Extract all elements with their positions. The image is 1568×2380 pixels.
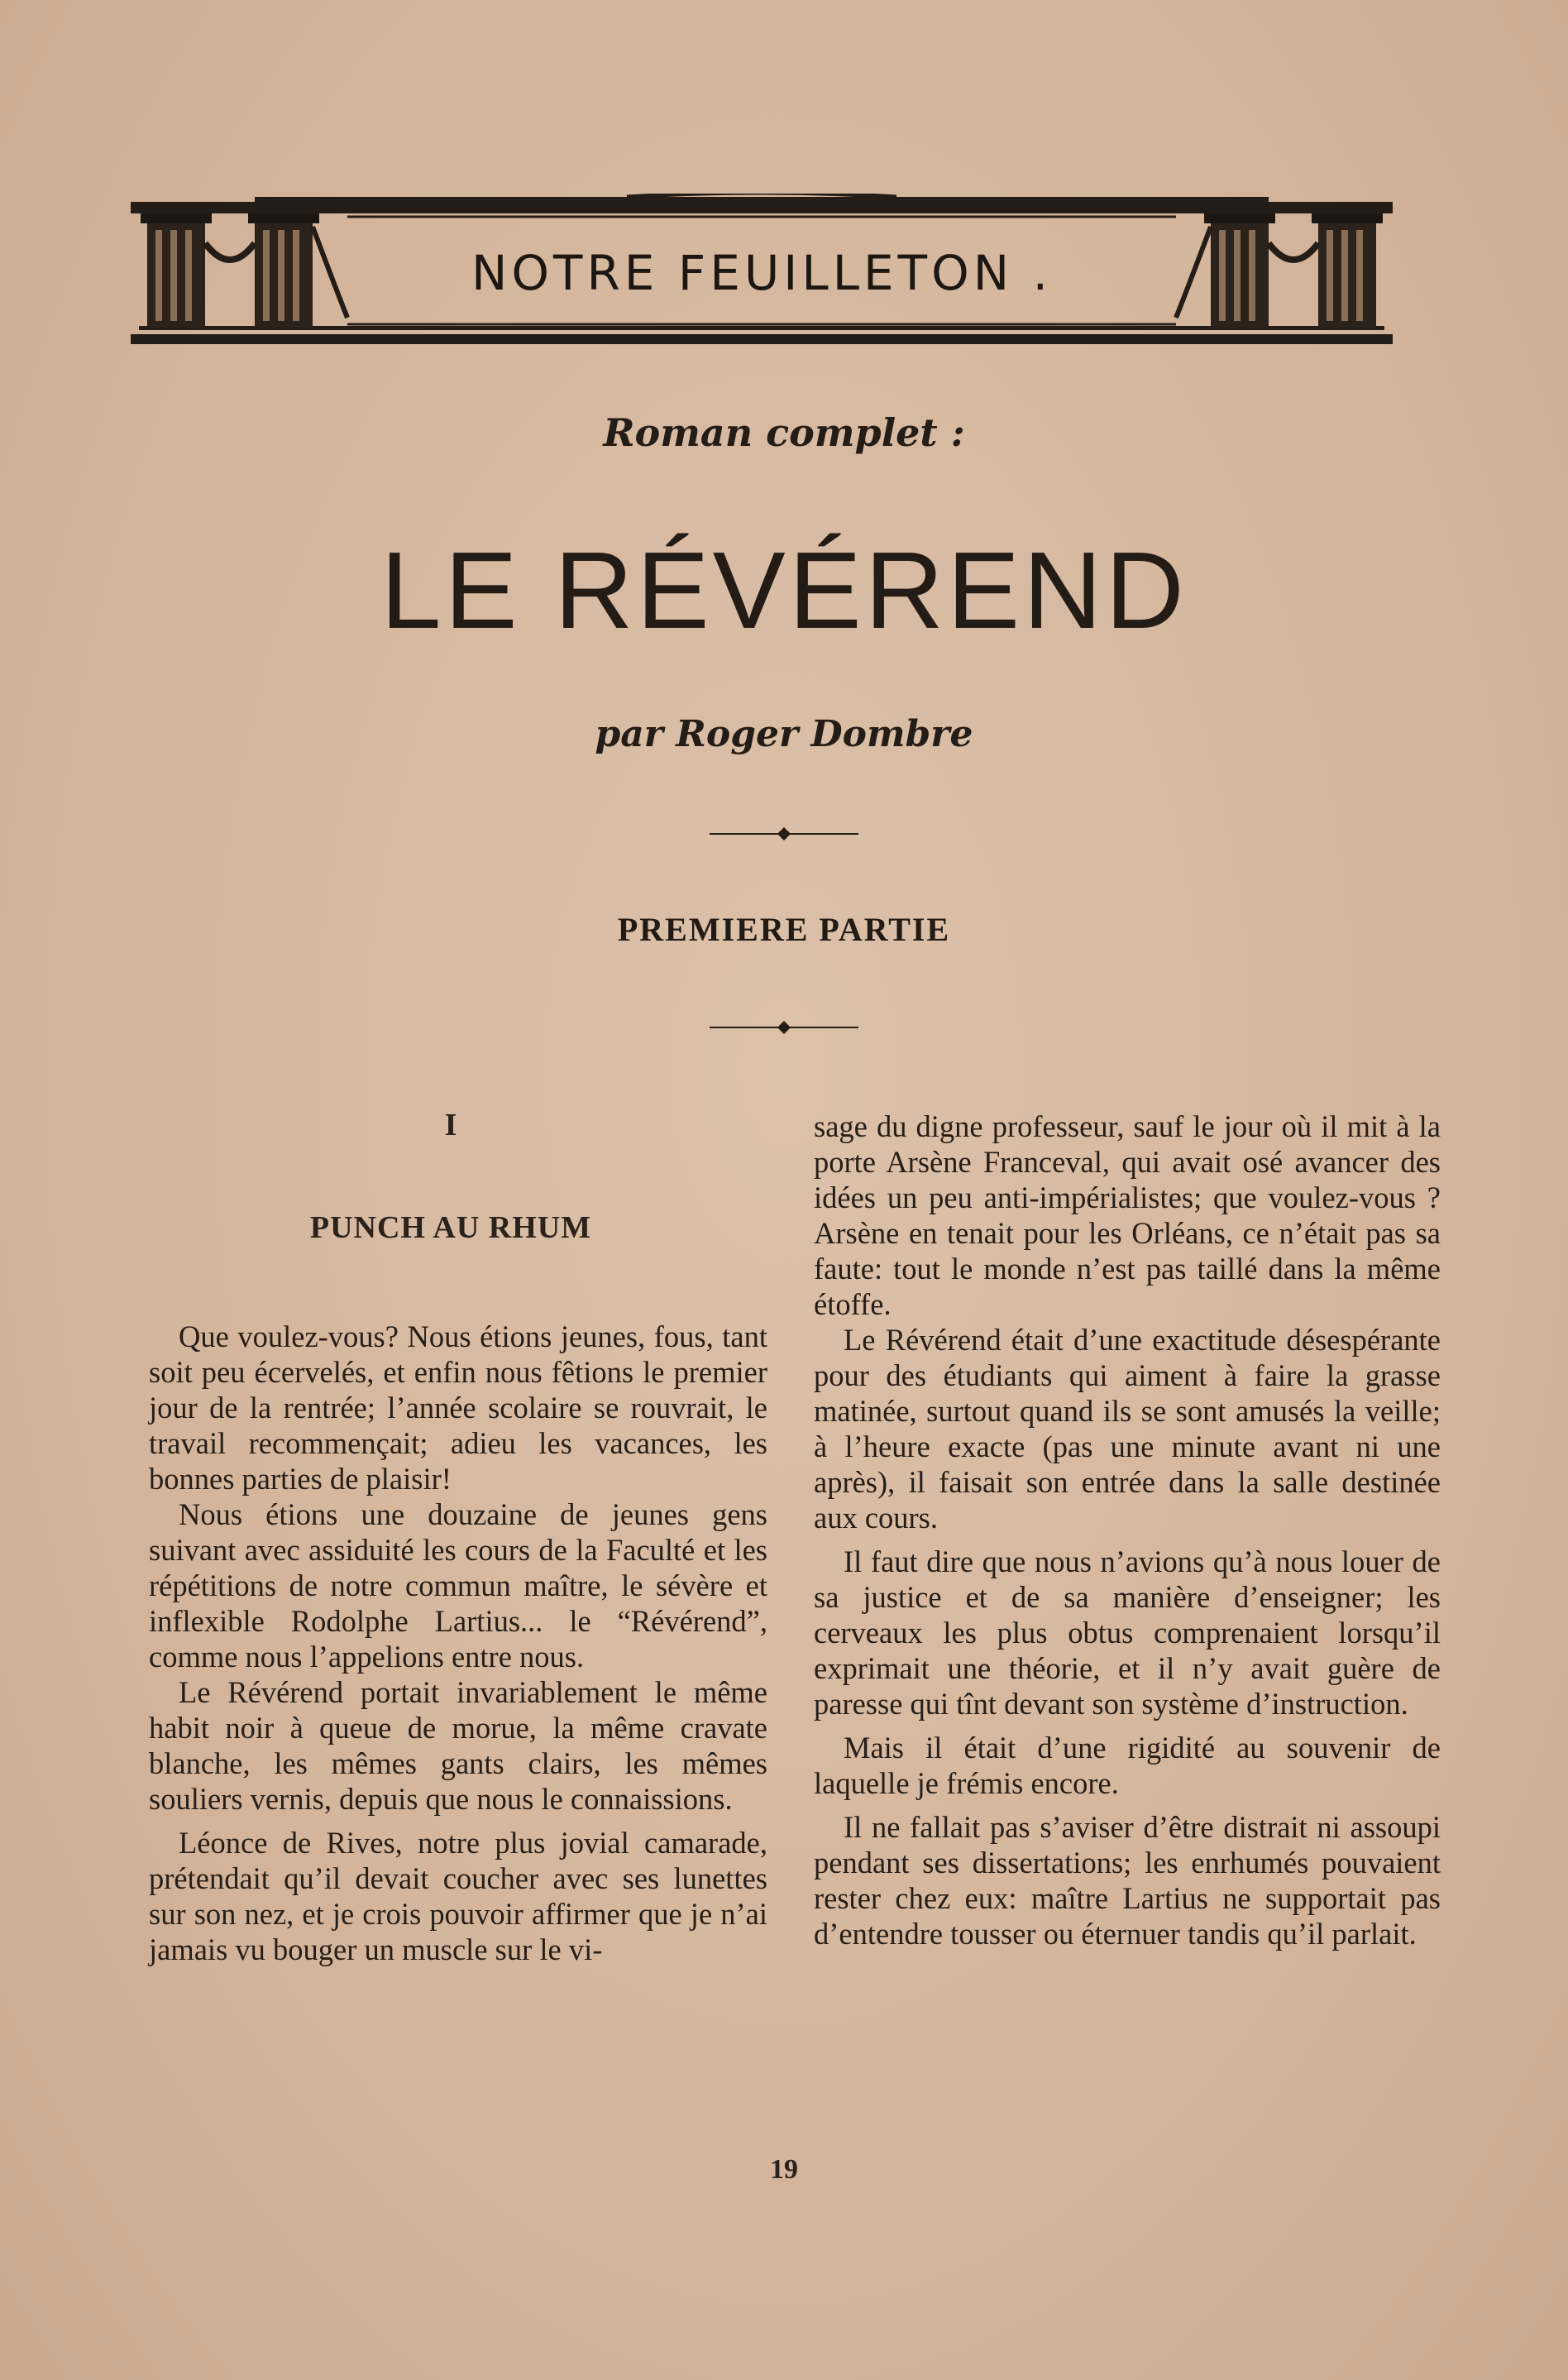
feuilleton-banner — [131, 194, 1393, 351]
paragraph: Le Révérend était d’une exactitude désespérante pour des étudiants qui aiment à faire la grasse matinée, surtout quand ils se sont amusés la veille; à l’heure exacte (pas une minute avant ni une après), il faisait son entrée dans la salle destinée aux cours. — [814, 1323, 1441, 1535]
left-column — [149, 1319, 767, 1967]
paragraph: Nous étions une douzaine de jeunes gens suivant avec assiduité les cours de la Faculté et les répétitions de notre commun maître, le sévère et inflexible Rodolphe Lartius... le “Révérend”, comme nous l’appelions entre nous. — [149, 1497, 767, 1674]
story-title: LE RÉVÉREND — [380, 529, 1188, 651]
right-column — [814, 1109, 1441, 1951]
paragraph: Mais il était d’une rigidité au souvenir de laquelle je frémis encore. — [814, 1731, 1441, 1800]
banner-title: NOTRE FEUILLETON . — [471, 245, 1053, 301]
ornament-divider — [701, 826, 867, 842]
ornament-divider — [701, 1019, 867, 1036]
paragraph: sage du digne professeur, sauf le jour où il mit à la porte Arsène Franceval, qui avait osé avancer des idées un peu anti-impérialistes; que voulez-vous ? Arsène en tenait pour les Orléans, ce n’était pas sa faute: tout le monde n’est pas taillé dans la même étoffe. — [814, 1109, 1441, 1321]
chapter-number: I — [444, 1108, 457, 1142]
part-heading: PREMIERE PARTIE — [617, 911, 951, 948]
page-number: 19 — [770, 2154, 798, 2185]
chapter-title: PUNCH AU RHUM — [309, 1210, 592, 1245]
paragraph: Léonce de Rives, notre plus jovial camarade, prétendait qu’il devait coucher avec ses lunettes sur son nez, et je crois pouvoir affirmer que je n’ai jamais vu bouger un muscle sur le vi- — [149, 1826, 767, 1966]
paragraph: Que voulez-vous? Nous étions jeunes, fous, tant soit peu écervelés, et enfin nous fêtions le premier jour de la rentrée; l’année scolaire se rouvrait, le travail recommençait; adieu les vacances, les bonnes parties de plaisir! — [149, 1319, 767, 1496]
subtitle: Roman complet : — [603, 410, 965, 455]
paragraph: Il ne fallait pas s’aviser d’être distrait ni assoupi pendant ses dissertations; les enrhumés pouvaient rester chez eux: maître Lartius ne supportait pas d’entendre tousser ou éternuer tandis qu’il parlait. — [814, 1810, 1441, 1951]
paragraph: Le Révérend portait invariablement le même habit noir à queue de morue, la même cravate blanche, les mêmes gants clairs, les mêmes souliers vernis, depuis que nous le connaissions. — [149, 1675, 767, 1816]
author-line: par Roger Dombre — [595, 713, 973, 755]
paragraph: Il faut dire que nous n’avions qu’à nous louer de sa justice et de sa manière d’enseigner; les cerveaux les plus obtus comprenaient lorsqu’il exprimait une théorie, et il n’y avait guère de paresse qui tînt devant son système d’instruction. — [814, 1544, 1441, 1721]
